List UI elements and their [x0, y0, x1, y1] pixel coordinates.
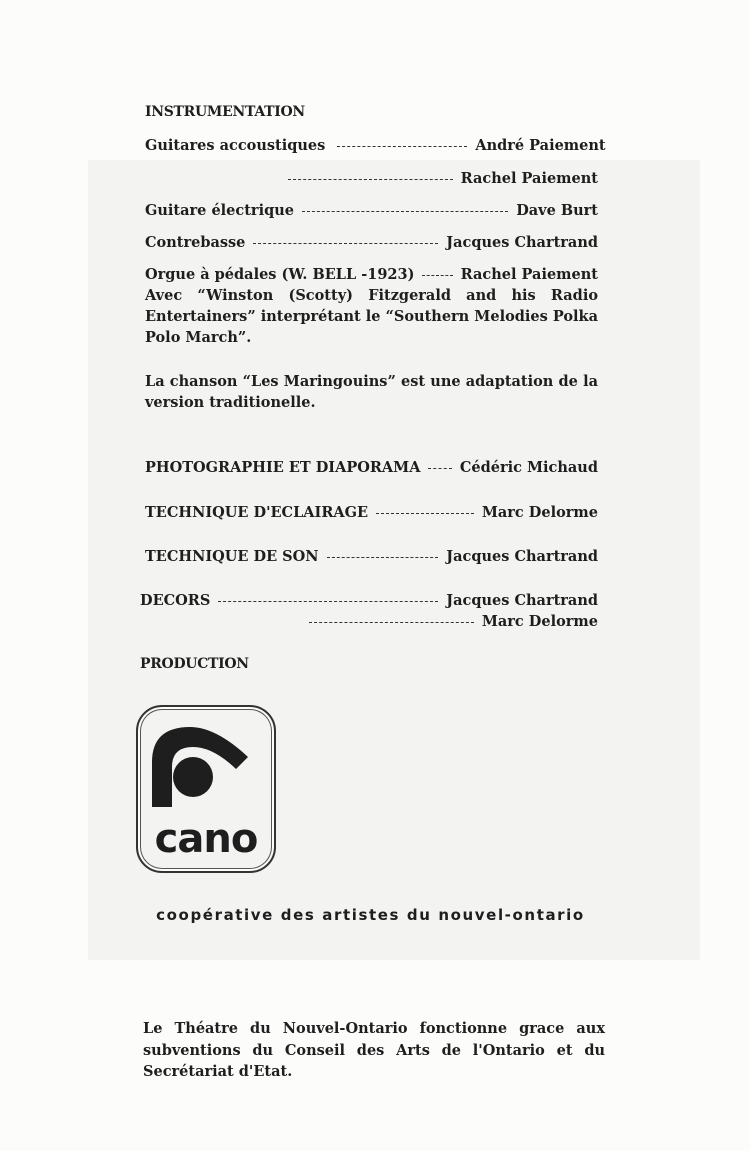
leader-line: [376, 513, 474, 514]
credit-name: Jacques Chartrand: [446, 548, 598, 565]
credit-role: Contrebasse: [145, 234, 246, 251]
credit-role: Guitares accoustiques: [145, 137, 326, 154]
credit-row: [145, 170, 598, 187]
credit-row: [145, 234, 598, 251]
credit-name: André Paiement: [475, 137, 606, 154]
leader-line: [288, 179, 453, 180]
leader-line: [327, 557, 439, 558]
credit-name: Dave Burt: [516, 202, 598, 219]
credit-name: Rachel Paiement: [460, 266, 598, 283]
cano-logo-mark: [138, 707, 274, 871]
adaptation-note: La chanson “Les Maringouins” est une adaptation de la version traditionelle.: [145, 373, 598, 411]
credit-name: Marc Delorme: [481, 613, 598, 630]
credit-name: Cédéric Michaud: [459, 459, 598, 476]
production-heading: PRODUCTION: [140, 656, 249, 672]
instrumentation-note: Avec “Winston (Scotty) Fitzgerald and his Radio Entertainers” interprétant le “Southern Melodies Polka Polo March”.: [145, 287, 598, 346]
credit-row: [145, 137, 606, 154]
credit-role: Orgue à pédales (W. BELL -1923): [145, 266, 415, 283]
leader-line: [302, 211, 508, 212]
credit-row: [145, 459, 598, 476]
credit-name: Rachel Paiement: [460, 170, 598, 187]
credit-row: [145, 202, 598, 219]
credit-role: DECORS: [140, 592, 211, 609]
credit-row: [145, 613, 598, 630]
leader-line: [218, 601, 438, 602]
funding-note: Le Théatre du Nouvel-Ontario fonctionne grace aux subventions du Conseil des Arts de l'Ontario et du Secrétariat d'Etat.: [143, 1020, 605, 1080]
leader-line: [253, 243, 438, 244]
leader-line: [428, 468, 451, 469]
credit-row: [145, 504, 598, 521]
organization-name: coopérative des artistes du nouvel-ontario: [156, 906, 585, 924]
leader-line: [422, 275, 452, 276]
credit-row: [140, 592, 598, 609]
credit-role: Guitare électrique: [145, 202, 294, 219]
credit-role: TECHNIQUE DE SON: [145, 548, 319, 565]
cano-logo: [136, 705, 276, 873]
credit-role: PHOTOGRAPHIE ET DIAPORAMA: [145, 459, 421, 476]
credit-name: Marc Delorme: [481, 504, 598, 521]
credit-name: Jacques Chartrand: [446, 592, 598, 609]
credit-row: [145, 548, 598, 565]
credit-name: Jacques Chartrand: [446, 234, 598, 251]
instrumentation-heading: INSTRUMENTATION: [145, 104, 305, 120]
credit-role: TECHNIQUE D'ECLAIRAGE: [145, 504, 369, 521]
leader-line: [337, 146, 467, 147]
leader-line: [309, 622, 474, 623]
credit-row: [145, 266, 598, 283]
cano-logo-text: cano: [154, 816, 258, 862]
